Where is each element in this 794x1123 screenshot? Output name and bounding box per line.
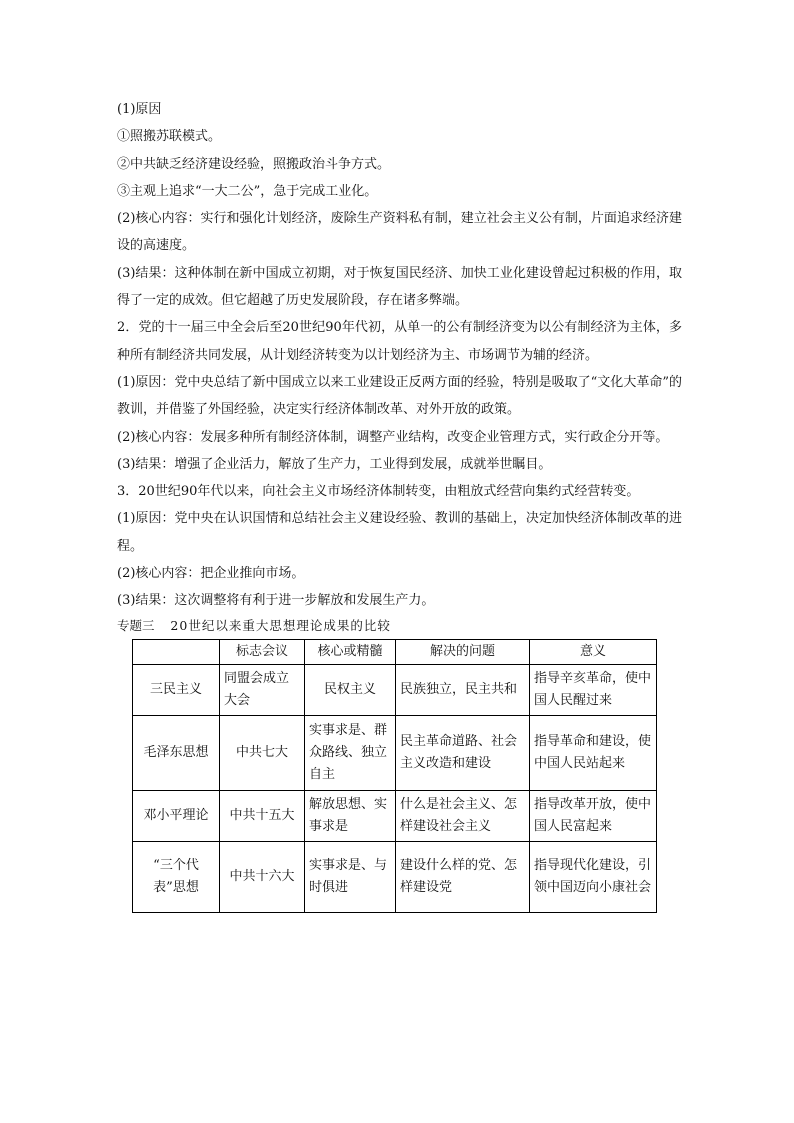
paragraph: ①照搬苏联模式。 <box>117 129 222 145</box>
table-cell: 民族独立，民主共和 <box>396 664 530 715</box>
header-cell: 解决的问题 <box>396 639 530 664</box>
document-body <box>117 96 682 913</box>
comparison-table <box>132 639 657 913</box>
paragraph: (3)结果：这种体制在新中国成立初期，对于恢复国民经济、加快工业化建设曾起过积极的作用，取得了一定的成效。但它超越了历史发展阶段，存在诸多弊端。 <box>117 265 682 309</box>
paragraph: ②中共缺乏经济建设经验，照搬政治斗争方式。 <box>117 156 391 172</box>
header-cell: 意义 <box>530 639 657 664</box>
table-cell: 中共十五大 <box>220 790 305 841</box>
table-row <box>133 664 657 715</box>
paragraph: ③主观上追求“一大二公”，急于完成工业化。 <box>117 183 378 199</box>
table-cell: 指导改革开放，使中国人民富起来 <box>530 790 657 841</box>
paragraph: (2)核心内容：发展多种所有制经济体制，调整产业结构，改变企业管理方式，实行政企分开等。 <box>117 429 669 445</box>
table-cell: 三民主义 <box>133 664 220 715</box>
table-row <box>133 841 657 912</box>
table-cell: 解放思想、实事求是 <box>305 790 396 841</box>
table-cell: 中共十六大 <box>220 841 305 912</box>
table-cell: “三个代表”思想 <box>133 841 220 912</box>
table-cell: 什么是社会主义、怎样建设社会主义 <box>396 790 530 841</box>
paragraph: (2)核心内容：实行和强化计划经济，废除生产资料私有制，建立社会主义公有制，片面追求经济建设的高速度。 <box>117 211 682 254</box>
table-header-row <box>133 639 657 664</box>
header-cell: 核心或精髓 <box>305 639 396 664</box>
paragraph: (1)原因 <box>117 102 162 117</box>
paragraph: 3．20世纪90年代以来，向社会主义市场经济体制转变，由粗放式经营向集约式经营转变。 <box>117 484 640 500</box>
table-cell: 中共七大 <box>220 715 305 790</box>
paragraph: 2．党的十一届三中全会后至20世纪90年代初，从单一的公有制经济变为以公有制经济为主体，多种所有制经济共同发展，从计划经济转变为以计划经济为主、市场调节为辅的经济。 <box>117 320 682 363</box>
paragraph: (3)结果：这次调整将有利于进一步解放和发展生产力。 <box>117 593 435 609</box>
table-cell: 邓小平理论 <box>133 790 220 841</box>
table-cell: 毛泽东思想 <box>133 715 220 790</box>
paragraph: (1)原因：党中央总结了新中国成立以来工业建设正反两方面的经验，特别是吸取了“文化大革命”的教训，并借鉴了外国经验，决定实行经济体制改革、对外开放的政策。 <box>117 374 682 418</box>
header-cell <box>133 639 220 664</box>
paragraph: (2)核心内容：把企业推向市场。 <box>117 566 305 582</box>
table-row <box>133 715 657 790</box>
table-cell: 实事求是、与时俱进 <box>305 841 396 912</box>
paragraph: (1)原因：党中央在认识国情和总结社会主义建设经验、教训的基础上，决定加快经济体制改革的进程。 <box>117 511 682 554</box>
paragraph: (3)结果：增强了企业活力，解放了生产力，工业得到发展，成就举世瞩目。 <box>117 456 552 472</box>
section-heading <box>117 615 682 637</box>
table-cell: 民权主义 <box>305 664 396 715</box>
table-row <box>133 790 657 841</box>
table-cell: 同盟会成立大会 <box>220 664 305 715</box>
table-cell: 建设什么样的党、怎样建设党 <box>396 841 530 912</box>
header-cell: 标志会议 <box>220 639 305 664</box>
table-cell: 民主革命道路、社会主义改造和建设 <box>396 715 530 790</box>
table-cell: 指导革命和建设，使中国人民站起来 <box>530 715 657 790</box>
table-cell: 指导辛亥革命，使中国人民醒过来 <box>530 664 657 715</box>
section-title: 20世纪以来重大思想理论成果的比较 <box>170 617 391 633</box>
section-label: 专题三 <box>117 617 155 633</box>
table-cell: 指导现代化建设，引领中国迈向小康社会 <box>530 841 657 912</box>
table-cell: 实事求是、群众路线、独立自主 <box>305 715 396 790</box>
